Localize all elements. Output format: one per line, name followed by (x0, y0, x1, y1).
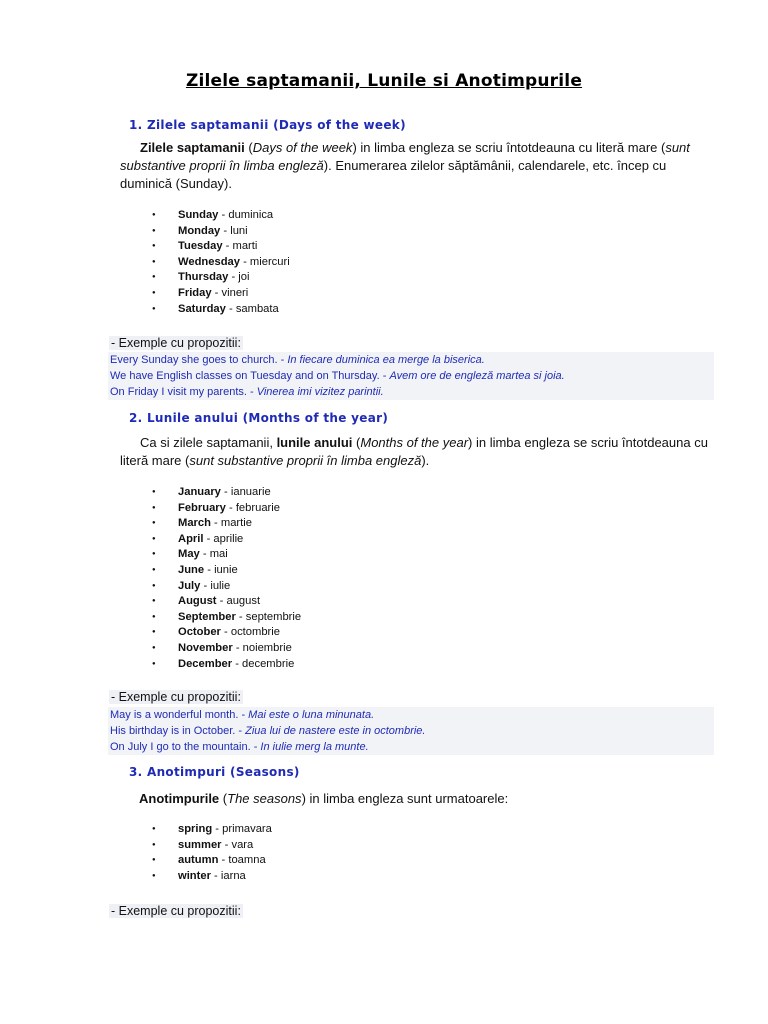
list-item: ● Friday - vineri (152, 286, 290, 302)
list-item: ● November - noiembrie (152, 641, 301, 657)
paragraph-days: Zilele saptamanii (Days of the week) in limba engleza se scriu întotdeauna cu literă mare (sunt substantive proprii în limba engleză). Enumerarea zilelor săptămânii, calendarele, etc. încep cu duminică (Sunday). (120, 140, 690, 191)
list-item: ● May - mai (152, 547, 301, 563)
days-list (152, 208, 290, 317)
example-sentence: May is a wonderful month. - Mai este o luna minunata. (110, 709, 375, 721)
list-item: ● October - octombrie (152, 625, 301, 641)
list-item: ● July - iulie (152, 579, 301, 595)
list-item: ● December - decembrie (152, 657, 301, 673)
list-item: ● January - ianuarie (152, 485, 301, 501)
months-list (152, 485, 301, 672)
list-item: ● spring - primavara (152, 822, 272, 838)
example-sentence: Every Sunday she goes to church. - In fiecare duminica ea merge la biserica. (110, 354, 485, 366)
examples-box-days (108, 352, 714, 400)
list-item: ● February - februarie (152, 501, 301, 517)
list-item: ● summer - vara (152, 838, 272, 854)
list-item: ● Wednesday - miercuri (152, 255, 290, 271)
examples-box-months (108, 707, 714, 755)
list-item: ● April - aprilie (152, 532, 301, 548)
list-item: ● Tuesday - marti (152, 239, 290, 255)
example-sentence: We have English classes on Tuesday and on Thursday. - Avem ore de engleză martea si joia. (110, 370, 565, 382)
example-sentence: On July I go to the mountain. - In iulie merg la munte. (110, 741, 369, 753)
paragraph-bold: Zilele saptamanii (140, 140, 245, 155)
example-sentence: His birthday is in October. - Ziua lui de nastere este in octombrie. (110, 725, 426, 737)
section-heading-months: 2. Lunile anului (Months of the year) (129, 411, 389, 425)
section-heading-seasons: 3. Anotimpuri (Seasons) (129, 765, 300, 779)
list-item: ● Sunday - duminica (152, 208, 290, 224)
list-item: ● Monday - luni (152, 224, 290, 240)
list-item: ● June - iunie (152, 563, 301, 579)
list-item: ● March - martie (152, 516, 301, 532)
examples-label: - Exemple cu propozitii: (111, 336, 241, 350)
section-heading-days: 1. Zilele saptamanii (Days of the week) (129, 118, 406, 132)
seasons-list (152, 822, 272, 884)
paragraph-seasons: Anotimpurile (The seasons) in limba engleza sunt urmatoarele: (139, 791, 509, 806)
list-item: ● autumn - toamna (152, 853, 272, 869)
list-item: ● Saturday - sambata (152, 302, 290, 318)
paragraph-months: Ca si zilele saptamanii, lunile anului (Months of the year) in limba engleza se scriu întotdeauna cu literă mare (sunt substantive proprii în limba engleză). (120, 435, 708, 468)
list-item: ● Thursday - joi (152, 270, 290, 286)
examples-label: - Exemple cu propozitii: (111, 690, 241, 704)
document-title: Zilele saptamanii, Lunile si Anotimpurile (185, 71, 583, 91)
example-sentence: On Friday I visit my parents. - Vinerea imi vizitez parintii. (110, 386, 384, 398)
list-item: ● August - august (152, 594, 301, 610)
list-item: ● winter - iarna (152, 869, 272, 885)
list-item: ● September - septembrie (152, 610, 301, 626)
examples-label: - Exemple cu propozitii: (111, 904, 241, 918)
